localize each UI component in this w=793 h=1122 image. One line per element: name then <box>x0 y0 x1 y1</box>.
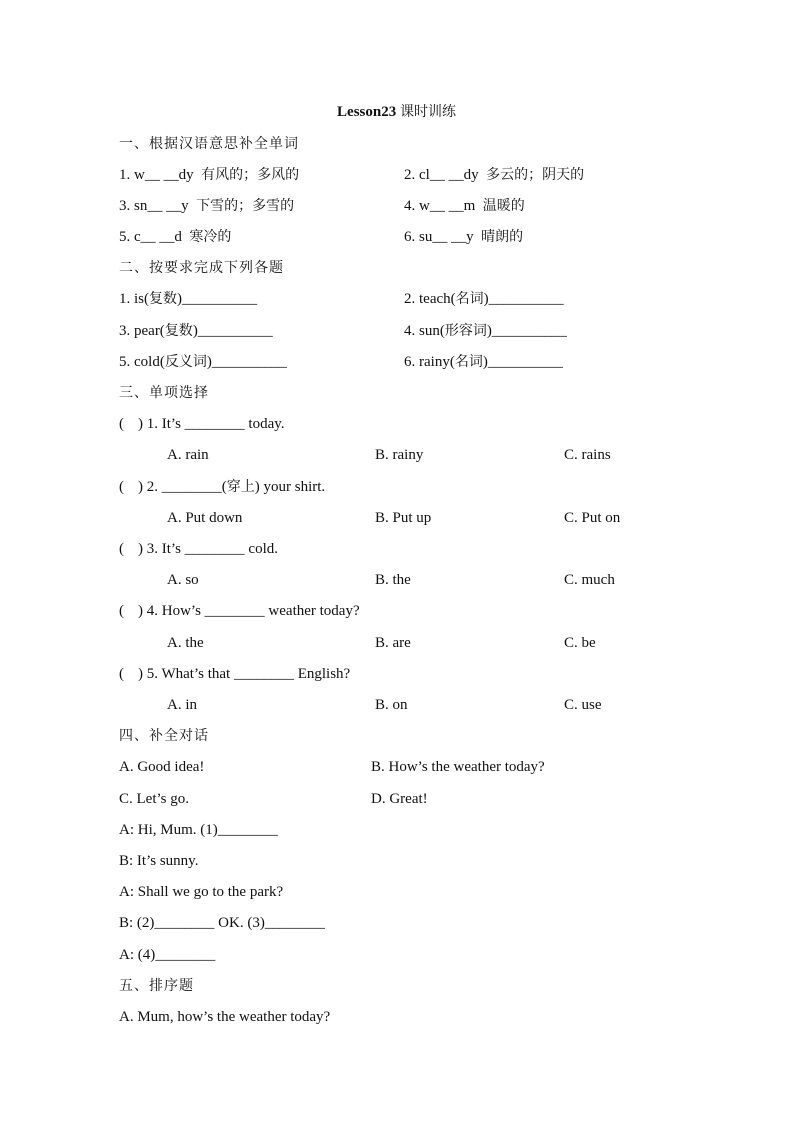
part1-item-1: 1. w__ __dy 有风的；多风的 <box>119 167 300 183</box>
part2-item-6: 6. rainy(名词)__________ <box>404 354 563 370</box>
mc-question-2: ( ) 2. ________(穿上) your shirt. <box>119 479 326 495</box>
part2-item-3: 3. pear(复数)__________ <box>119 323 273 339</box>
ordering-item-a: A. Mum, how’s the weather today? <box>119 1009 331 1025</box>
dialog-line-1: A: Hi, Mum. (1)________ <box>119 822 278 838</box>
mc-option-4a: A. the <box>167 635 204 651</box>
dialog-line-2: B: It’s sunny. <box>119 853 199 869</box>
mc-option-5a: A. in <box>167 697 197 713</box>
part1-item-6: 6. su__ __y 晴朗的 <box>404 229 524 245</box>
mc-option-5b: B. on <box>375 697 408 713</box>
answer-blank[interactable]: ( ) <box>119 603 143 619</box>
mc-option-1c: C. rains <box>564 447 611 463</box>
mc-question-5: ( ) 5. What’s that ________ English? <box>119 666 351 682</box>
part1-item-4: 4. w__ __m 温暖的 <box>404 198 525 214</box>
mc-option-3b: B. the <box>375 572 411 588</box>
part2-item-1: 1. is(复数)__________ <box>119 291 257 307</box>
lesson-number: Lesson23 <box>337 104 397 120</box>
section-heading-5: 五、排序题 <box>119 978 194 994</box>
dialog-option-b: B. How’s the weather today? <box>371 759 545 775</box>
section-heading-1: 一、根据汉语意思补全单词 <box>119 136 299 152</box>
page-title <box>0 102 793 122</box>
part2-item-5: 5. cold(反义词)__________ <box>119 354 287 370</box>
mc-option-4b: B. are <box>375 635 411 651</box>
section-heading-4: 四、补全对话 <box>119 728 209 744</box>
mc-option-2b: B. Put up <box>375 510 432 526</box>
lesson-subtitle: 课时训练 <box>399 104 456 120</box>
mc-option-4c: C. be <box>564 635 596 651</box>
mc-question-3: ( ) 3. It’s ________ cold. <box>119 541 278 557</box>
mc-option-2c: C. Put on <box>564 510 621 526</box>
mc-question-4: ( ) 4. How’s ________ weather today? <box>119 603 360 619</box>
dialog-option-c: C. Let’s go. <box>119 791 189 807</box>
section-heading-3: 三、单项选择 <box>119 385 209 401</box>
answer-blank[interactable]: ( ) <box>119 416 143 432</box>
part2-item-2: 2. teach(名词)__________ <box>404 291 564 307</box>
mc-option-3c: C. much <box>564 572 615 588</box>
section-heading-2: 二、按要求完成下列各题 <box>119 260 284 276</box>
answer-blank[interactable]: ( ) <box>119 666 143 682</box>
mc-option-1b: B. rainy <box>375 447 424 463</box>
mc-option-1a: A. rain <box>167 447 209 463</box>
dialog-line-3: A: Shall we go to the park? <box>119 884 284 900</box>
part1-item-2: 2. cl__ __dy 多云的；阴天的 <box>404 167 585 183</box>
answer-blank[interactable]: ( ) <box>119 479 143 495</box>
dialog-line-5: A: (4)________ <box>119 947 216 963</box>
dialog-line-4: B: (2)________ OK. (3)________ <box>119 915 325 931</box>
part1-item-3: 3. sn__ __y 下雪的；多雪的 <box>119 198 295 214</box>
mc-option-2a: A. Put down <box>167 510 243 526</box>
mc-option-3a: A. so <box>167 572 199 588</box>
answer-blank[interactable]: ( ) <box>119 541 143 557</box>
part1-item-5: 5. c__ __d 寒冷的 <box>119 229 232 245</box>
mc-question-1: ( ) 1. It’s ________ today. <box>119 416 285 432</box>
mc-option-5c: C. use <box>564 697 602 713</box>
part2-item-4: 4. sun(形容词)__________ <box>404 323 567 339</box>
dialog-option-d: D. Great! <box>371 791 428 807</box>
dialog-option-a: A. Good idea! <box>119 759 205 775</box>
